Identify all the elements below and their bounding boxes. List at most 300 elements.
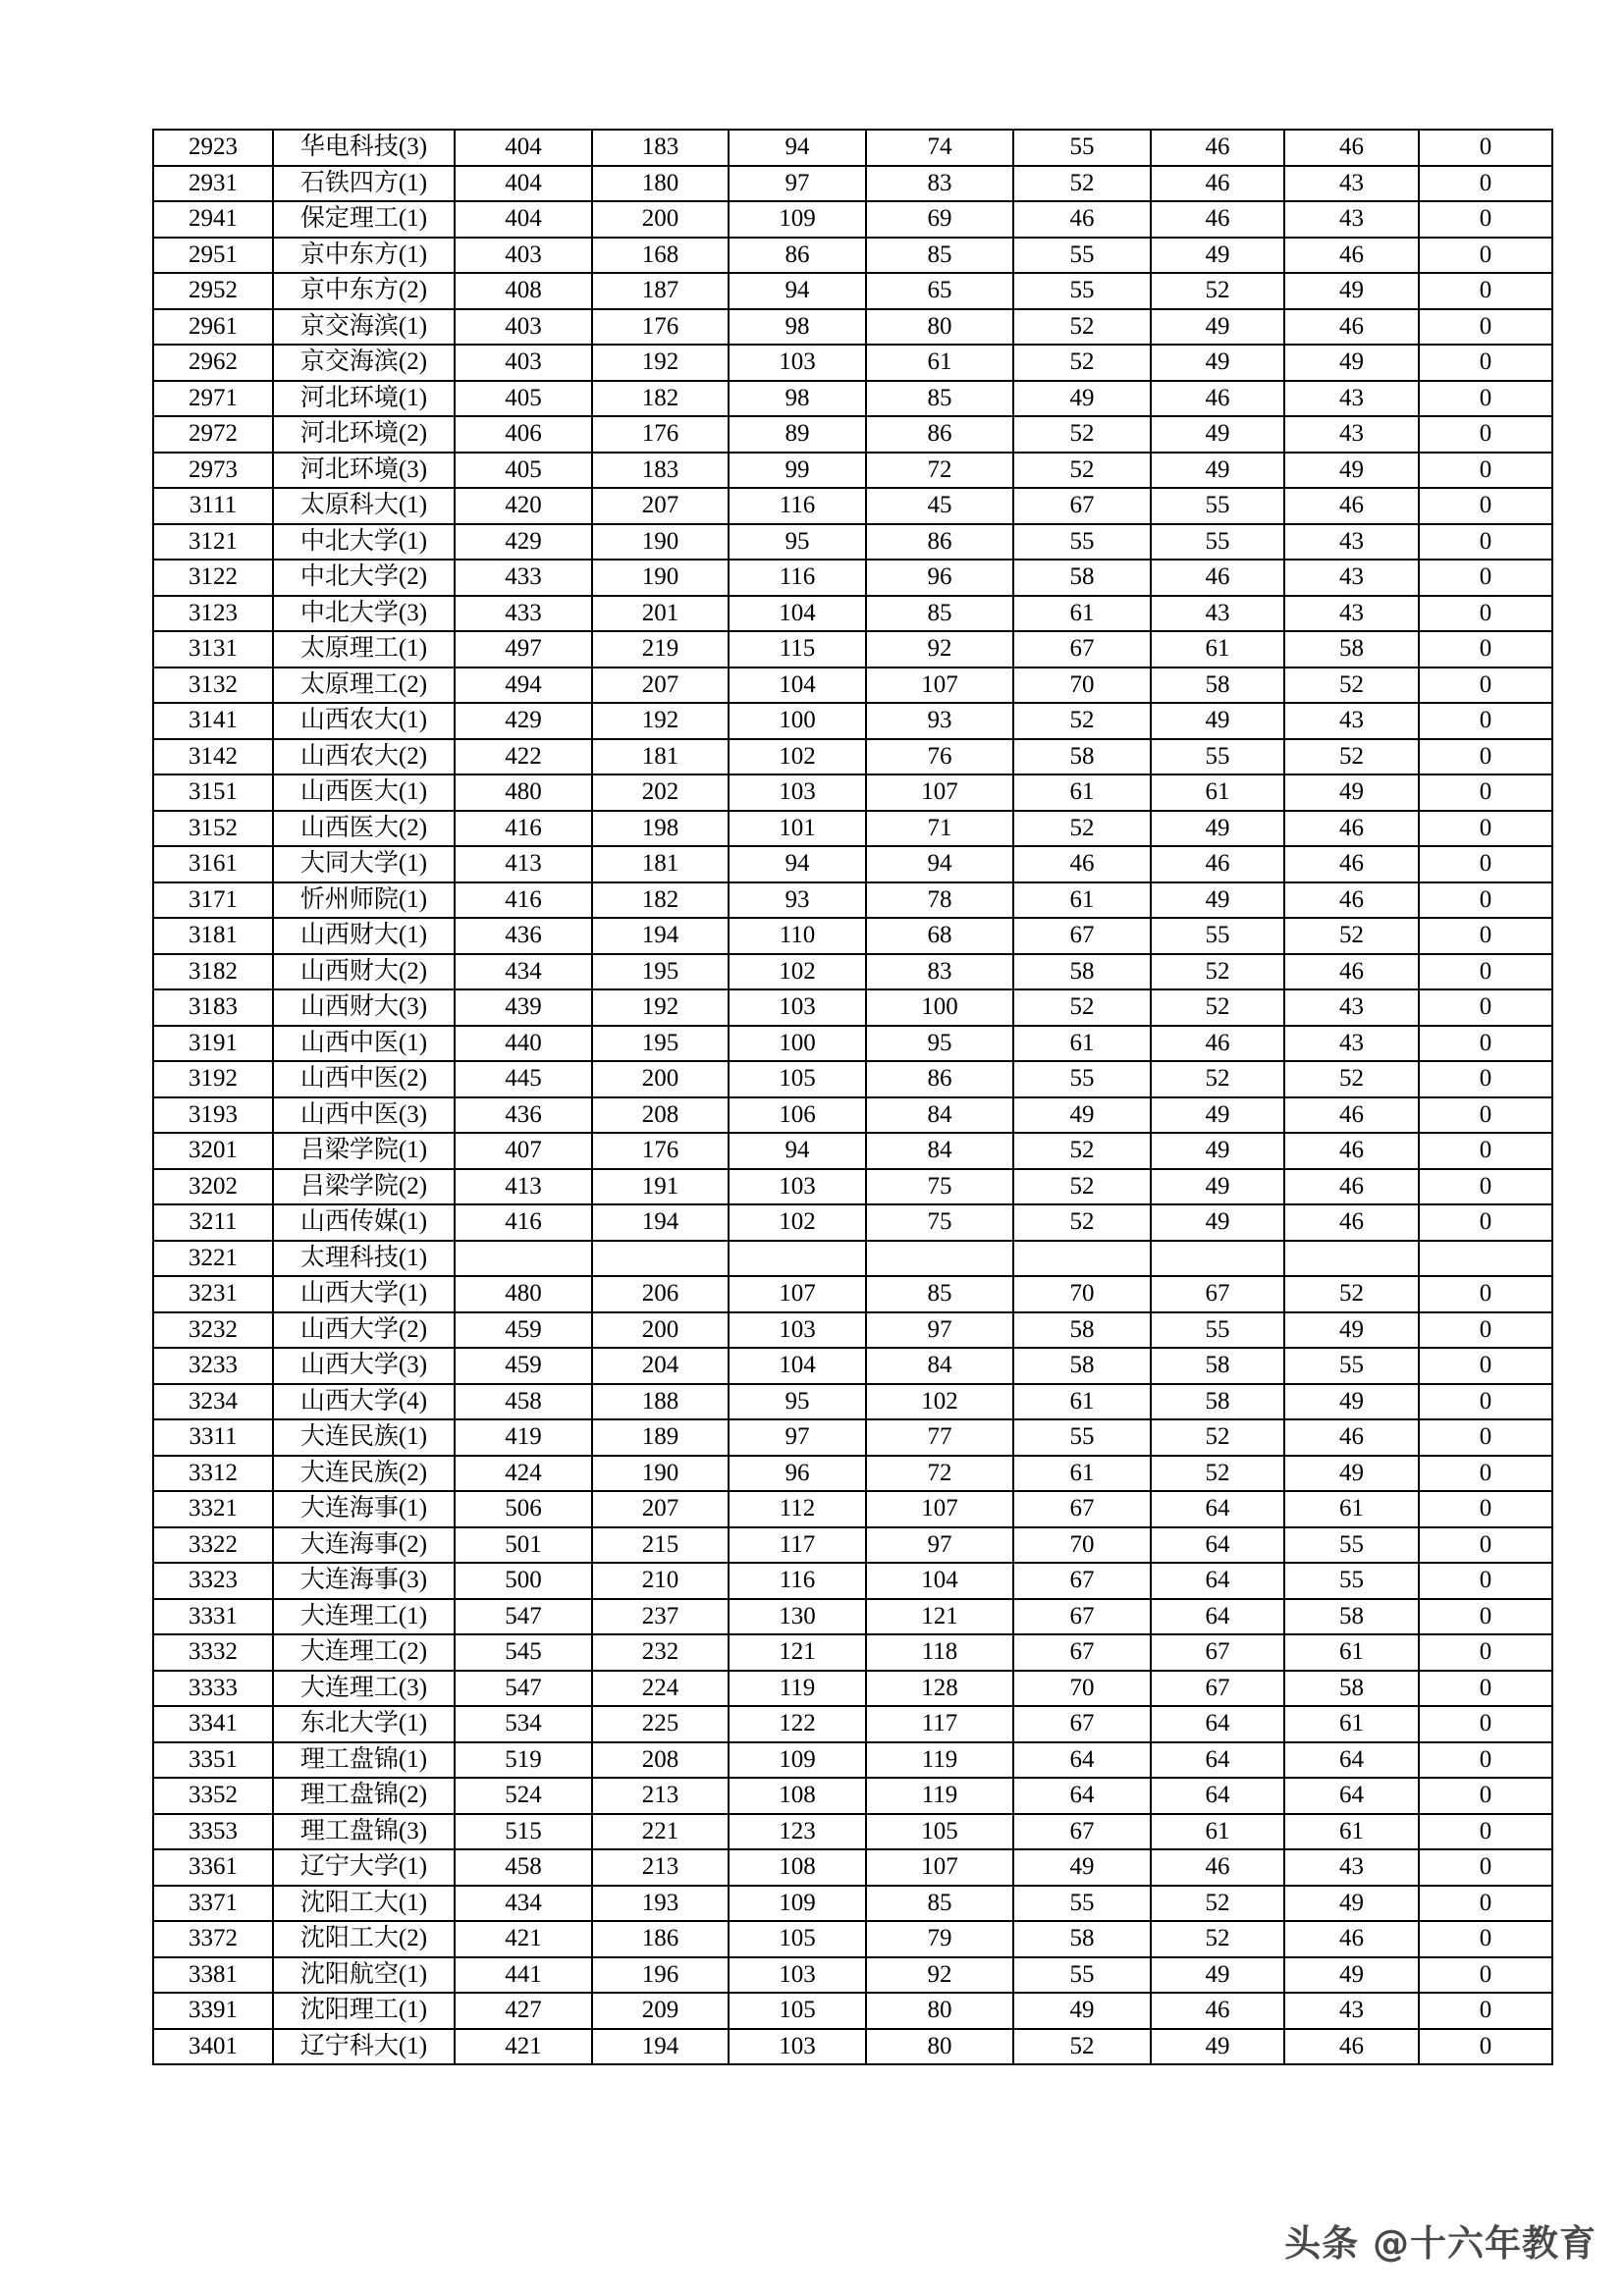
table-row — [153, 381, 1552, 417]
cell-institution-code: 2951 — [153, 238, 273, 274]
cell-score-7: 0 — [1419, 1671, 1552, 1707]
cell-score-6 — [1284, 1241, 1419, 1277]
cell-score-1: 207 — [592, 1491, 729, 1527]
cell-score-5: 64 — [1151, 1778, 1284, 1814]
cell-score-6: 52 — [1284, 739, 1419, 775]
cell-score-7: 0 — [1419, 2029, 1552, 2065]
cell-total-score: 421 — [455, 1921, 592, 1957]
cell-score-2: 95 — [729, 1384, 866, 1420]
cell-score-4: 67 — [1013, 1491, 1151, 1527]
cell-score-1: 191 — [592, 1169, 729, 1205]
cell-score-2: 121 — [729, 1634, 866, 1671]
cell-total-score: 413 — [455, 846, 592, 882]
cell-score-1: 194 — [592, 918, 729, 954]
cell-score-7: 0 — [1419, 1169, 1552, 1205]
cell-score-6: 43 — [1284, 416, 1419, 453]
cell-score-6: 49 — [1284, 1456, 1419, 1492]
cell-institution-code: 3111 — [153, 488, 273, 524]
cell-score-1: 181 — [592, 739, 729, 775]
table-row — [153, 238, 1552, 274]
cell-score-2: 105 — [729, 1921, 866, 1957]
cell-score-4 — [1013, 1241, 1151, 1277]
cell-score-7 — [1419, 1241, 1552, 1277]
cell-total-score — [455, 1241, 592, 1277]
cell-score-4: 61 — [1013, 1384, 1151, 1420]
cell-total-score: 433 — [455, 560, 592, 596]
cell-institution-code: 2961 — [153, 309, 273, 346]
cell-total-score: 515 — [455, 1814, 592, 1850]
cell-institution-name: 大连海事(3) — [273, 1563, 455, 1599]
cell-score-3: 80 — [866, 1993, 1013, 2029]
table-row — [153, 918, 1552, 954]
cell-score-4: 55 — [1013, 1957, 1151, 1994]
table-row — [153, 1026, 1552, 1062]
cell-institution-name: 中北大学(1) — [273, 524, 455, 561]
cell-score-6: 55 — [1284, 1563, 1419, 1599]
cell-score-6: 46 — [1284, 1097, 1419, 1134]
cell-score-6: 61 — [1284, 1814, 1419, 1850]
cell-score-2: 98 — [729, 381, 866, 417]
cell-score-5: 64 — [1151, 1563, 1284, 1599]
cell-score-6: 46 — [1284, 1169, 1419, 1205]
cell-score-5: 61 — [1151, 1814, 1284, 1850]
cell-score-2: 102 — [729, 1204, 866, 1241]
table-row — [153, 989, 1552, 1026]
cell-total-score: 404 — [455, 201, 592, 238]
table-row — [153, 1527, 1552, 1564]
cell-score-6: 46 — [1284, 1133, 1419, 1169]
table-row — [153, 1204, 1552, 1241]
cell-score-6: 49 — [1284, 345, 1419, 381]
cell-score-2: 95 — [729, 524, 866, 561]
cell-institution-code: 2952 — [153, 273, 273, 309]
cell-score-3: 121 — [866, 1599, 1013, 1635]
table-row — [153, 524, 1552, 561]
cell-score-4: 55 — [1013, 238, 1151, 274]
cell-total-score: 494 — [455, 667, 592, 704]
cell-score-2: 116 — [729, 560, 866, 596]
cell-institution-name: 山西财大(2) — [273, 954, 455, 990]
cell-institution-code: 3321 — [153, 1491, 273, 1527]
cell-score-1: 210 — [592, 1563, 729, 1599]
cell-score-3: 80 — [866, 2029, 1013, 2065]
cell-score-4: 55 — [1013, 273, 1151, 309]
cell-institution-name: 沈阳航空(1) — [273, 1957, 455, 1994]
cell-score-2: 94 — [729, 846, 866, 882]
cell-score-1: 190 — [592, 560, 729, 596]
cell-institution-code: 3123 — [153, 596, 273, 632]
cell-score-7: 0 — [1419, 1814, 1552, 1850]
cell-institution-code: 3323 — [153, 1563, 273, 1599]
cell-institution-code: 2973 — [153, 453, 273, 489]
cell-score-7: 0 — [1419, 1026, 1552, 1062]
cell-institution-name: 山西大学(4) — [273, 1384, 455, 1420]
cell-score-3: 69 — [866, 201, 1013, 238]
cell-score-7: 0 — [1419, 1563, 1552, 1599]
cell-score-3: 76 — [866, 739, 1013, 775]
cell-total-score: 416 — [455, 1204, 592, 1241]
cell-institution-code: 3352 — [153, 1778, 273, 1814]
cell-institution-name: 京中东方(2) — [273, 273, 455, 309]
cell-score-4: 67 — [1013, 1599, 1151, 1635]
cell-score-1: 193 — [592, 1886, 729, 1922]
cell-total-score: 406 — [455, 416, 592, 453]
cell-score-4: 49 — [1013, 1097, 1151, 1134]
table-row — [153, 631, 1552, 667]
table-row — [153, 1097, 1552, 1134]
cell-score-3: 75 — [866, 1204, 1013, 1241]
cell-score-4: 52 — [1013, 166, 1151, 202]
cell-score-5: 58 — [1151, 667, 1284, 704]
cell-score-3: 107 — [866, 774, 1013, 811]
cell-score-1: 187 — [592, 273, 729, 309]
cell-score-4: 58 — [1013, 1348, 1151, 1384]
cell-institution-name: 京交海滨(1) — [273, 309, 455, 346]
cell-score-5: 64 — [1151, 1706, 1284, 1742]
cell-score-6: 64 — [1284, 1742, 1419, 1779]
cell-score-6: 55 — [1284, 1527, 1419, 1564]
table-row — [153, 1742, 1552, 1779]
cell-total-score: 419 — [455, 1419, 592, 1456]
cell-score-4: 46 — [1013, 201, 1151, 238]
cell-institution-name: 沈阳理工(1) — [273, 1993, 455, 2029]
cell-total-score: 436 — [455, 1097, 592, 1134]
cell-score-4: 52 — [1013, 453, 1151, 489]
table-row — [153, 1993, 1552, 2029]
cell-score-5: 67 — [1151, 1276, 1284, 1312]
cell-score-3: 107 — [866, 667, 1013, 704]
cell-score-7: 0 — [1419, 1419, 1552, 1456]
cell-score-1: 237 — [592, 1599, 729, 1635]
table-row — [153, 1276, 1552, 1312]
cell-score-1: 225 — [592, 1706, 729, 1742]
cell-score-4: 58 — [1013, 739, 1151, 775]
cell-score-3: 74 — [866, 130, 1013, 166]
cell-institution-name: 华电科技(3) — [273, 130, 455, 166]
cell-score-5: 52 — [1151, 273, 1284, 309]
cell-score-4: 55 — [1013, 524, 1151, 561]
table-row — [153, 1814, 1552, 1850]
cell-score-5: 52 — [1151, 1061, 1284, 1097]
cell-score-4: 55 — [1013, 1419, 1151, 1456]
cell-score-2 — [729, 1241, 866, 1277]
table-row — [153, 130, 1552, 166]
cell-institution-code: 3381 — [153, 1957, 273, 1994]
cell-score-2: 104 — [729, 596, 866, 632]
cell-score-1: 183 — [592, 130, 729, 166]
cell-score-4: 49 — [1013, 1849, 1151, 1886]
cell-institution-name: 山西医大(2) — [273, 811, 455, 847]
cell-total-score: 458 — [455, 1849, 592, 1886]
cell-score-5: 64 — [1151, 1599, 1284, 1635]
cell-score-3: 85 — [866, 238, 1013, 274]
cell-score-6: 46 — [1284, 1204, 1419, 1241]
cell-score-7: 0 — [1419, 416, 1552, 453]
cell-institution-name: 中北大学(3) — [273, 596, 455, 632]
cell-institution-code: 2971 — [153, 381, 273, 417]
cell-score-6: 52 — [1284, 667, 1419, 704]
cell-score-1: 207 — [592, 667, 729, 704]
cell-institution-name: 沈阳工大(2) — [273, 1921, 455, 1957]
cell-score-5: 49 — [1151, 1097, 1284, 1134]
cell-score-6: 49 — [1284, 453, 1419, 489]
cell-score-3: 128 — [866, 1671, 1013, 1707]
cell-institution-name: 山西中医(2) — [273, 1061, 455, 1097]
cell-score-3: 105 — [866, 1814, 1013, 1850]
cell-total-score: 480 — [455, 774, 592, 811]
cell-institution-name: 河北环境(1) — [273, 381, 455, 417]
cell-score-7: 0 — [1419, 238, 1552, 274]
cell-score-5: 49 — [1151, 238, 1284, 274]
cell-score-5: 49 — [1151, 453, 1284, 489]
cell-institution-code: 3193 — [153, 1097, 273, 1134]
cell-score-3: 97 — [866, 1527, 1013, 1564]
cell-score-2: 102 — [729, 954, 866, 990]
cell-score-4: 58 — [1013, 560, 1151, 596]
cell-score-1 — [592, 1241, 729, 1277]
cell-score-2: 86 — [729, 238, 866, 274]
cell-institution-code: 3221 — [153, 1241, 273, 1277]
cell-score-1: 182 — [592, 381, 729, 417]
cell-score-6: 43 — [1284, 201, 1419, 238]
cell-score-2: 104 — [729, 667, 866, 704]
cell-total-score: 424 — [455, 1456, 592, 1492]
cell-score-2: 100 — [729, 1026, 866, 1062]
cell-score-6: 46 — [1284, 811, 1419, 847]
cell-institution-name: 理工盘锦(3) — [273, 1814, 455, 1850]
cell-total-score: 403 — [455, 238, 592, 274]
cell-institution-code: 3372 — [153, 1921, 273, 1957]
cell-score-5: 46 — [1151, 1026, 1284, 1062]
cell-institution-name: 东北大学(1) — [273, 1706, 455, 1742]
cell-total-score: 405 — [455, 453, 592, 489]
cell-score-2: 89 — [729, 416, 866, 453]
cell-score-3: 94 — [866, 846, 1013, 882]
cell-institution-name: 山西财大(3) — [273, 989, 455, 1026]
cell-institution-code: 3211 — [153, 1204, 273, 1241]
cell-score-4: 67 — [1013, 1634, 1151, 1671]
table-row — [153, 1384, 1552, 1420]
cell-score-7: 0 — [1419, 918, 1552, 954]
cell-score-5: 49 — [1151, 345, 1284, 381]
cell-score-3: 85 — [866, 1886, 1013, 1922]
cell-score-2: 112 — [729, 1491, 866, 1527]
cell-score-7: 0 — [1419, 631, 1552, 667]
cell-score-4: 52 — [1013, 989, 1151, 1026]
cell-score-2: 103 — [729, 1169, 866, 1205]
cell-score-7: 0 — [1419, 1742, 1552, 1779]
cell-total-score: 436 — [455, 918, 592, 954]
cell-score-2: 116 — [729, 1563, 866, 1599]
cell-score-7: 0 — [1419, 1886, 1552, 1922]
cell-score-7: 0 — [1419, 846, 1552, 882]
table-row — [153, 596, 1552, 632]
cell-score-1: 232 — [592, 1634, 729, 1671]
cell-score-2: 101 — [729, 811, 866, 847]
cell-institution-name: 辽宁大学(1) — [273, 1849, 455, 1886]
cell-total-score: 408 — [455, 273, 592, 309]
cell-total-score: 500 — [455, 1563, 592, 1599]
cell-total-score: 441 — [455, 1957, 592, 1994]
cell-score-7: 0 — [1419, 1957, 1552, 1994]
cell-score-6: 43 — [1284, 1849, 1419, 1886]
cell-score-1: 201 — [592, 596, 729, 632]
table-row — [153, 309, 1552, 346]
cell-score-1: 190 — [592, 1456, 729, 1492]
cell-score-2: 94 — [729, 273, 866, 309]
table-row — [153, 846, 1552, 882]
cell-score-7: 0 — [1419, 488, 1552, 524]
cell-institution-name: 山西中医(3) — [273, 1097, 455, 1134]
cell-score-5: 49 — [1151, 1957, 1284, 1994]
cell-score-2: 94 — [729, 130, 866, 166]
cell-institution-code: 3371 — [153, 1886, 273, 1922]
cell-institution-code: 2941 — [153, 201, 273, 238]
cell-score-2: 130 — [729, 1599, 866, 1635]
cell-score-4: 67 — [1013, 1706, 1151, 1742]
cell-institution-code: 3353 — [153, 1814, 273, 1850]
cell-institution-name: 石铁四方(1) — [273, 166, 455, 202]
cell-score-2: 100 — [729, 703, 866, 739]
table-row — [153, 1886, 1552, 1922]
cell-score-7: 0 — [1419, 774, 1552, 811]
cell-institution-name: 忻州师院(1) — [273, 882, 455, 919]
table-row — [153, 703, 1552, 739]
cell-score-7: 0 — [1419, 1706, 1552, 1742]
cell-score-5: 52 — [1151, 1886, 1284, 1922]
cell-score-7: 0 — [1419, 882, 1552, 919]
table-row — [153, 1241, 1552, 1277]
cell-institution-name: 太原理工(1) — [273, 631, 455, 667]
cell-score-6: 52 — [1284, 1061, 1419, 1097]
cell-score-5: 67 — [1151, 1671, 1284, 1707]
cell-institution-code: 3202 — [153, 1169, 273, 1205]
table-row — [153, 739, 1552, 775]
table-row — [153, 1921, 1552, 1957]
table-row — [153, 882, 1552, 919]
cell-institution-code: 3233 — [153, 1348, 273, 1384]
cell-institution-name: 山西农大(1) — [273, 703, 455, 739]
cell-institution-code: 3201 — [153, 1133, 273, 1169]
table-row — [153, 1312, 1552, 1349]
cell-score-1: 194 — [592, 2029, 729, 2065]
cell-score-2: 97 — [729, 1419, 866, 1456]
cell-score-2: 103 — [729, 345, 866, 381]
cell-score-4: 52 — [1013, 309, 1151, 346]
cell-total-score: 422 — [455, 739, 592, 775]
cell-score-2: 104 — [729, 1348, 866, 1384]
cell-score-6: 46 — [1284, 846, 1419, 882]
cell-score-2: 99 — [729, 453, 866, 489]
cell-institution-code: 3232 — [153, 1312, 273, 1349]
cell-score-3: 86 — [866, 524, 1013, 561]
cell-score-7: 0 — [1419, 1599, 1552, 1635]
cell-institution-name: 太原科大(1) — [273, 488, 455, 524]
cell-institution-code: 3132 — [153, 667, 273, 704]
cell-score-3: 84 — [866, 1348, 1013, 1384]
cell-score-4: 58 — [1013, 1921, 1151, 1957]
cell-score-2: 103 — [729, 1957, 866, 1994]
cell-total-score: 459 — [455, 1348, 592, 1384]
cell-score-6: 58 — [1284, 1671, 1419, 1707]
cell-score-4: 52 — [1013, 1133, 1151, 1169]
cell-score-2: 122 — [729, 1706, 866, 1742]
cell-institution-name: 太原理工(2) — [273, 667, 455, 704]
cell-score-5: 64 — [1151, 1491, 1284, 1527]
cell-score-1: 190 — [592, 524, 729, 561]
cell-score-3: 92 — [866, 631, 1013, 667]
cell-score-3: 45 — [866, 488, 1013, 524]
cell-institution-name: 吕梁学院(2) — [273, 1169, 455, 1205]
cell-score-4: 61 — [1013, 596, 1151, 632]
cell-institution-code: 3332 — [153, 1634, 273, 1671]
cell-score-3: 117 — [866, 1706, 1013, 1742]
cell-total-score: 440 — [455, 1026, 592, 1062]
cell-total-score: 421 — [455, 2029, 592, 2065]
cell-institution-name: 京中东方(1) — [273, 238, 455, 274]
cell-score-7: 0 — [1419, 1527, 1552, 1564]
cell-score-2: 110 — [729, 918, 866, 954]
cell-score-4: 49 — [1013, 1993, 1151, 2029]
cell-score-1: 209 — [592, 1993, 729, 2029]
cell-score-7: 0 — [1419, 273, 1552, 309]
cell-score-4: 52 — [1013, 1204, 1151, 1241]
table-row — [153, 166, 1552, 202]
cell-institution-name: 山西大学(1) — [273, 1276, 455, 1312]
cell-score-7: 0 — [1419, 1133, 1552, 1169]
cell-institution-name: 山西医大(1) — [273, 774, 455, 811]
cell-institution-code: 2972 — [153, 416, 273, 453]
cell-score-3: 107 — [866, 1491, 1013, 1527]
cell-score-5: 49 — [1151, 1204, 1284, 1241]
watermark: 头条 @十六年教育 — [1284, 2222, 1597, 2265]
cell-score-6: 46 — [1284, 882, 1419, 919]
table-row — [153, 416, 1552, 453]
cell-score-1: 188 — [592, 1384, 729, 1420]
cell-score-4: 61 — [1013, 1456, 1151, 1492]
cell-score-4: 52 — [1013, 703, 1151, 739]
cell-institution-code: 3192 — [153, 1061, 273, 1097]
cell-total-score: 459 — [455, 1312, 592, 1349]
cell-score-1: 213 — [592, 1778, 729, 1814]
score-table-container — [152, 129, 1492, 2065]
cell-institution-code: 3121 — [153, 524, 273, 561]
cell-total-score: 501 — [455, 1527, 592, 1564]
cell-score-6: 49 — [1284, 774, 1419, 811]
cell-institution-code: 3181 — [153, 918, 273, 954]
cell-score-5: 52 — [1151, 1456, 1284, 1492]
cell-score-2: 115 — [729, 631, 866, 667]
table-row — [153, 811, 1552, 847]
cell-score-1: 180 — [592, 166, 729, 202]
cell-score-7: 0 — [1419, 811, 1552, 847]
cell-institution-name: 大连理工(2) — [273, 1634, 455, 1671]
cell-score-1: 202 — [592, 774, 729, 811]
cell-score-3: 83 — [866, 166, 1013, 202]
cell-institution-code: 3183 — [153, 989, 273, 1026]
cell-score-5 — [1151, 1241, 1284, 1277]
cell-total-score: 547 — [455, 1671, 592, 1707]
cell-score-2: 103 — [729, 1312, 866, 1349]
cell-score-4: 70 — [1013, 1276, 1151, 1312]
cell-score-1: 176 — [592, 1133, 729, 1169]
cell-score-4: 61 — [1013, 1026, 1151, 1062]
table-row — [153, 1061, 1552, 1097]
cell-institution-name: 大连海事(2) — [273, 1527, 455, 1564]
cell-score-5: 55 — [1151, 1312, 1284, 1349]
cell-score-5: 61 — [1151, 774, 1284, 811]
cell-score-5: 43 — [1151, 596, 1284, 632]
